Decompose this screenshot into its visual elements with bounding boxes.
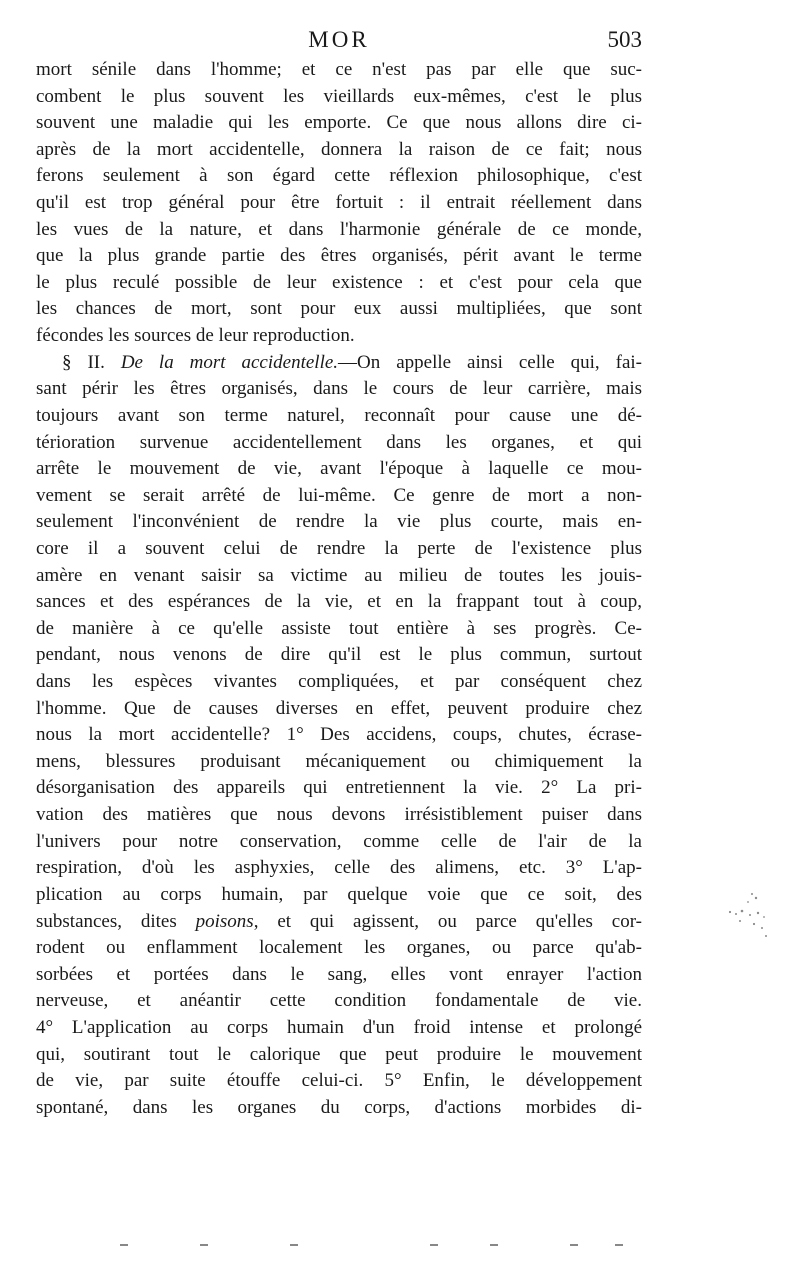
text-line: de vie, par suite étouffe celui-ci. 5° Enfin, le développement [36, 1070, 642, 1092]
edge-mark [430, 1244, 438, 1246]
section-heading-line [36, 350, 642, 377]
text-line: les chances de mort, sont pour eux aussi multipliées, que sont [36, 298, 642, 320]
running-title: MOR [308, 27, 370, 52]
edge-mark [120, 1244, 128, 1246]
margin-specks [722, 888, 770, 948]
text-line: dans les espèces vivantes compliquées, et par conséquent chez [36, 671, 642, 693]
text-line: seulement l'inconvénient de rendre la vie plus courte, mais en- [36, 511, 642, 533]
line-start: substances, dites [36, 910, 196, 932]
section-mark: § II. [62, 351, 121, 373]
text-line: le plus reculé possible de leur existence : et c'est pour cela que [36, 271, 642, 293]
text-line: qu'il est trop général pour être fortuit : il entrait réellement dans [36, 192, 642, 214]
text-line: vation des matières que nous devons irrésistiblement puiser dans [36, 804, 642, 826]
text-line: mens, blessures produisant mécaniquement ou chimiquement la [36, 750, 642, 772]
text-line: souvent une maladie qui les emporte. Ce que nous allons dire ci- [36, 112, 642, 134]
text-line: de manière à ce qu'elle assiste tout entière à ses progrès. Ce- [36, 617, 642, 639]
line-end: , et qui agissent, ou parce qu'elles cor- [253, 910, 642, 932]
text-line: sant périr les êtres organisés, dans le cours de leur carrière, mais [36, 378, 642, 400]
text-line: que la plus grande partie des êtres organisés, périt avant le terme [36, 245, 642, 267]
text-line: après de la mort accidentelle, donnera la raison de ce fait; nous [36, 138, 642, 160]
text-line-with-italic [36, 909, 642, 936]
text-line: pendant, nous venons de dire qu'il est le plus commun, surtout [36, 644, 642, 666]
text-line: fécondes les sources de leur reproduction. [36, 325, 355, 347]
text-line: térioration survenue accidentellement dans les organes, et qui [36, 431, 642, 453]
text-line: 4° L'application au corps humain d'un froid intense et prolongé [36, 1016, 642, 1038]
speck-marks [722, 888, 770, 948]
text-body [36, 57, 642, 1121]
text-line: vement se serait arrêté de lui-même. Ce genre de mort a non- [36, 484, 642, 506]
text-line: désorganisation des appareils qui entretiennent la vie. 2° La pri- [36, 777, 642, 799]
bottom-edge-marks [30, 1244, 770, 1250]
page-number: 503 [607, 27, 642, 52]
running-head [36, 24, 642, 60]
text-line: core il a souvent celui de rendre la perte de l'existence plus [36, 537, 642, 559]
text-line: toujours avant son terme naturel, reconnaît pour cause une dé- [36, 404, 642, 426]
text-line: plication au corps humain, par quelque voie que ce soit, des [36, 883, 642, 905]
text-line: combent le plus souvent les vieillards eux-mêmes, c'est le plus [36, 85, 642, 107]
text-line: arrête le mouvement de vie, avant l'époque à laquelle ce mou- [36, 458, 642, 480]
text-line: respiration, d'où les asphyxies, celle des alimens, etc. 3° L'ap- [36, 857, 642, 879]
text-line: nerveuse, et anéantir cette condition fondamentale de vie. [36, 990, 642, 1012]
italic-term: poisons [195, 910, 254, 932]
edge-mark [490, 1244, 498, 1246]
section-text: —On appelle ainsi celle qui, fai- [338, 351, 643, 373]
text-line: l'homme. Que de causes diverses en effet, peuvent produire chez [36, 697, 642, 719]
text-line: sances et des espérances de la vie, et en la frappant tout à coup, [36, 591, 642, 613]
text-line: spontané, dans les organes du corps, d'actions morbides di- [36, 1096, 642, 1118]
edge-mark [290, 1244, 298, 1246]
text-line: nous la mort accidentelle? 1° Des accidens, coups, chutes, écrase- [36, 724, 642, 746]
edge-mark [570, 1244, 578, 1246]
text-line: l'univers pour notre conservation, comme celle de l'air de la [36, 830, 642, 852]
text-line: qui, soutirant tout le calorique que peut produire le mouvement [36, 1043, 642, 1065]
edge-mark [200, 1244, 208, 1246]
text-line: mort sénile dans l'homme; et ce n'est pas par elle que suc- [36, 59, 642, 80]
text-line: amère en venant saisir sa victime au milieu de toutes les jouis- [36, 564, 642, 586]
section-title: De la mort accidentelle. [120, 351, 339, 373]
edge-mark [615, 1244, 623, 1246]
text-line: rodent ou enflamment localement les organes, ou parce qu'ab- [36, 937, 642, 959]
text-line: les vues de la nature, et dans l'harmonie générale de ce monde, [36, 218, 642, 240]
text-line: ferons seulement à son égard cette réflexion philosophique, c'est [36, 165, 642, 187]
text-line: sorbées et portées dans le sang, elles vont enrayer l'action [36, 963, 642, 985]
